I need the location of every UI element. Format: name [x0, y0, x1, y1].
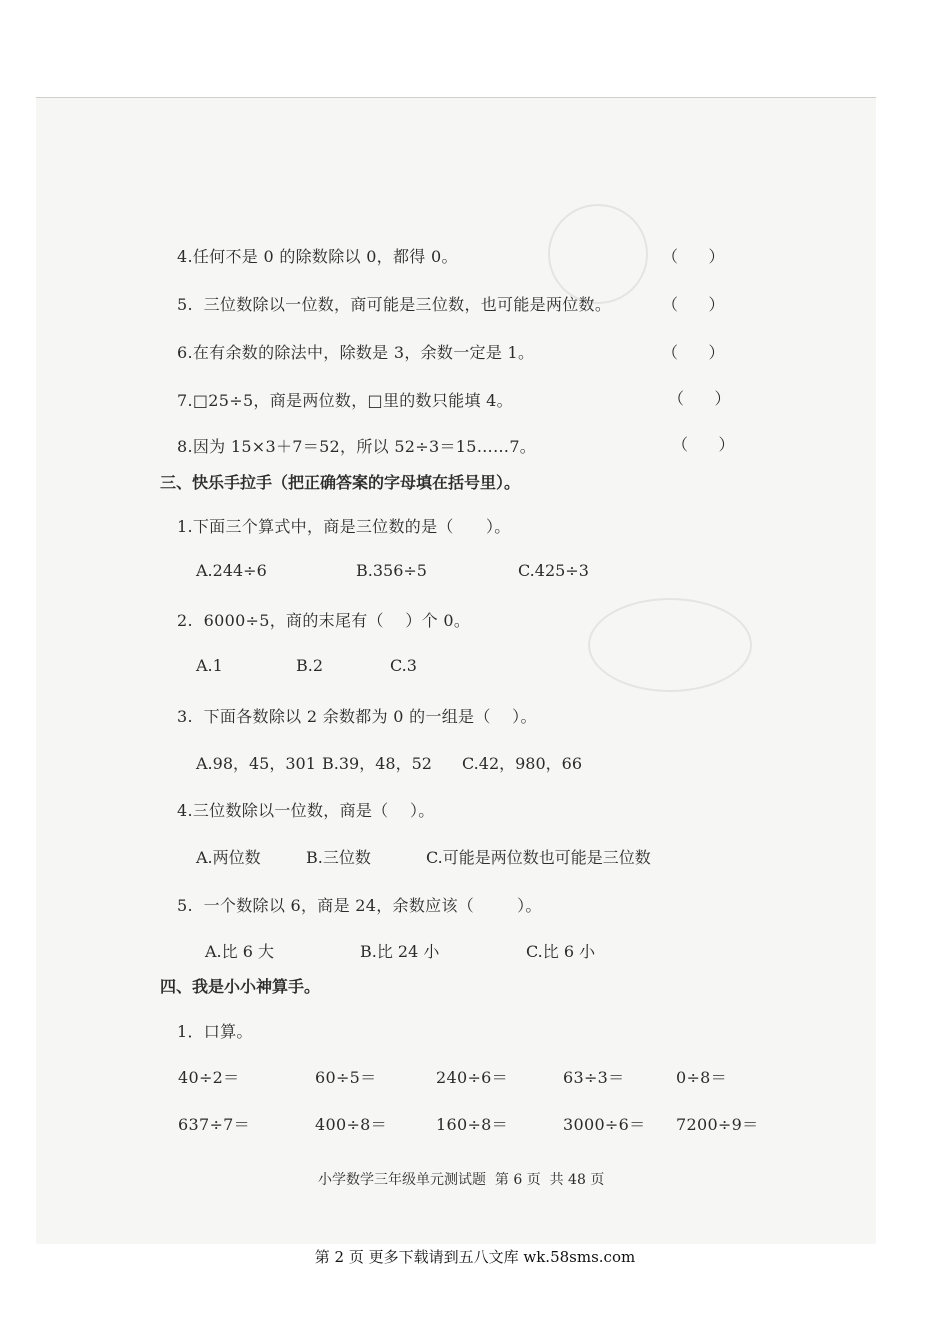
calc-r2-2: 400÷8＝ — [315, 1115, 387, 1134]
option-3b: B.39，48，52 — [322, 754, 432, 773]
answer-paren-5[interactable]: （ ） — [662, 295, 725, 314]
page-footer: 小学数学三年级单元测试题 第 6 页 共 48 页 — [318, 1172, 605, 1188]
bleed-through-stamp — [548, 204, 648, 304]
option-5b: B.比 24 小 — [360, 942, 440, 961]
answer-paren-6[interactable]: （ ） — [662, 343, 725, 362]
calc-r2-3: 160÷8＝ — [436, 1115, 508, 1134]
answer-paren-8[interactable]: （ ） — [672, 435, 735, 454]
answer-paren-4[interactable]: （ ） — [662, 247, 725, 266]
calc-r1-2: 60÷5＝ — [315, 1068, 377, 1087]
calc-r1-3: 240÷6＝ — [436, 1068, 508, 1087]
option-3a: A.98，45，301 — [196, 754, 316, 773]
judge-item-7: 7.□25÷5，商是两位数，□里的数只能填 4。 — [177, 391, 513, 410]
bleed-through-cloud — [588, 598, 752, 692]
choice-question-5: 5. 一个数除以 6，商是 24，余数应该（ ）。 — [177, 896, 542, 915]
option-4b: B.三位数 — [306, 848, 371, 867]
judge-item-5: 5. 三位数除以一位数，商可能是三位数，也可能是两位数。 — [177, 295, 612, 314]
option-2a: A.1 — [196, 656, 223, 675]
option-2b: B.2 — [296, 656, 324, 675]
judge-item-8: 8.因为 15×3＋7＝52，所以 52÷3＝15……7。 — [177, 437, 537, 456]
calc-r1-4: 63÷3＝ — [563, 1068, 625, 1087]
option-5a: A.比 6 大 — [205, 942, 274, 961]
option-3c: C.42，980，66 — [462, 754, 583, 773]
choice-question-1: 1.下面三个算式中，商是三位数的是（ ）。 — [177, 517, 511, 536]
option-1c: C.425÷3 — [518, 561, 589, 580]
option-4c: C.可能是两位数也可能是三位数 — [426, 848, 651, 867]
calc-r1-5: 0÷8＝ — [676, 1068, 727, 1087]
download-note: 第 2 页 更多下载请到五八文库 wk.58sms.com — [314, 1248, 636, 1266]
oral-calc-label: 1．口算。 — [177, 1022, 253, 1041]
calc-r2-4: 3000÷6＝ — [563, 1115, 646, 1134]
choice-question-2: 2. 6000÷5，商的末尾有（ ）个 0。 — [177, 611, 471, 630]
option-2c: C.3 — [390, 656, 417, 675]
choice-question-4: 4.三位数除以一位数，商是（ ）。 — [177, 801, 435, 820]
section-3-title: 三、快乐手拉手（把正确答案的字母填在括号里）。 — [160, 473, 521, 492]
answer-paren-7[interactable]: （ ） — [668, 389, 731, 408]
option-1a: A.244÷6 — [196, 561, 267, 580]
option-1b: B.356÷5 — [356, 561, 427, 580]
judge-item-6: 6.在有余数的除法中，除数是 3，余数一定是 1。 — [177, 343, 535, 362]
calc-r2-1: 637÷7＝ — [178, 1115, 250, 1134]
section-4-title: 四、我是小小神算手。 — [160, 977, 321, 996]
choice-question-3: 3. 下面各数除以 2 余数都为 0 的一组是（ ）。 — [177, 707, 537, 726]
calc-r2-5: 7200÷9＝ — [676, 1115, 759, 1134]
calc-r1-1: 40÷2＝ — [178, 1068, 240, 1087]
judge-item-4: 4.任何不是 0 的除数除以 0，都得 0。 — [177, 247, 458, 266]
option-4a: A.两位数 — [196, 848, 261, 867]
option-5c: C.比 6 小 — [526, 942, 596, 961]
